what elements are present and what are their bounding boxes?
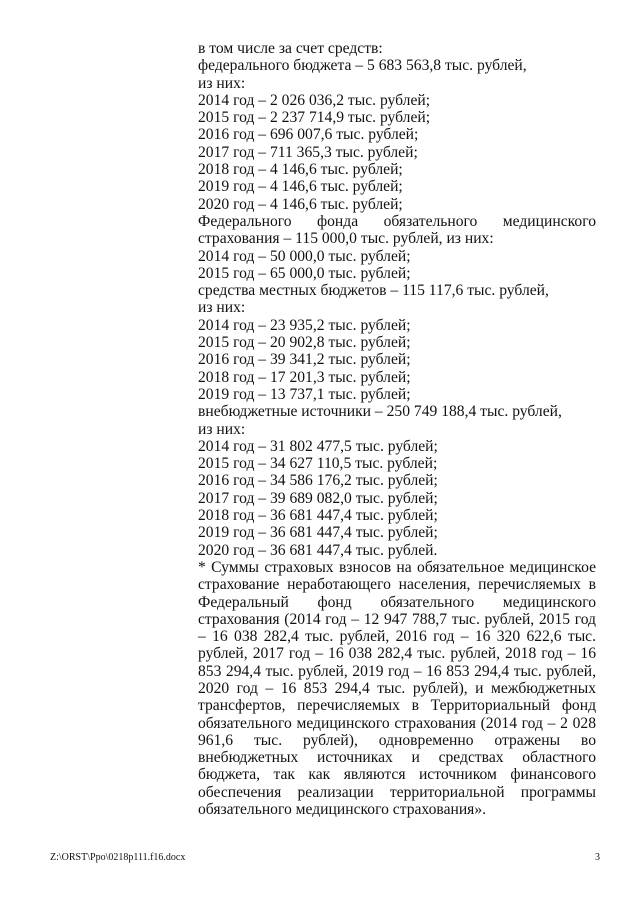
text-line: 2017 год – 711 365,3 тыс. рублей; xyxy=(198,143,418,161)
text-line: 2017 год – 39 689 082,0 тыс. рублей; xyxy=(198,489,438,507)
text-line: в том числе за счет средств: xyxy=(198,40,383,57)
text-line: 2019 год – 13 737,1 тыс. рублей; xyxy=(198,385,411,403)
text-line: 2014 год – 50 000,0 тыс. рублей; xyxy=(198,247,411,265)
text-line: средства местных бюджетов – 115 117,6 тыс. рублей, xyxy=(198,282,549,300)
text-line: 2016 год – 34 586 176,2 тыс. рублей; xyxy=(198,472,438,490)
text-line: 2016 год – 696 007,6 тыс. рублей; xyxy=(198,126,419,144)
text-line: 2018 год – 17 201,3 тыс. рублей; xyxy=(198,368,411,386)
text-line: 2014 год – 23 935,2 тыс. рублей; xyxy=(198,316,411,334)
text-line: 2020 год – 4 146,6 тыс. рублей; xyxy=(198,195,403,213)
text-line: 2014 год – 2 026 036,2 тыс. рублей; xyxy=(198,91,431,109)
page-footer xyxy=(50,852,600,863)
text-line: 2015 год – 2 237 714,9 тыс. рублей; xyxy=(198,109,431,127)
footnote-paragraph: * Суммы страховых взносов на обязательное медицинское страхование неработающего населения, перечисляемых в Федеральный фонд обязательного медицинского страхования (2014 год – 12 947 788,7 тыс. рублей, 2015 год – 16 038 282,4 тыс. рублей, 2016 год – 16 320 622,6 тыс. рублей, 2017 год – 16 038 282,4 тыс. рублей, 2018 год – 16 853 294,4 тыс. рублей, 2019 год – 16 853 294,4 тыс. рублей, 2020 год – 16 853 294,4 тыс. рублей), и межбюджетных трансфертов, перечисляемых в Территориальный фонд обязательного медицинского страхования (2014 год – 2 028 961,6 тыс. рублей), одновременно отражены во внебюджетных источниках и средствах областного бюджета, так как являются источником финансового обеспечения реализации территориальной программы обязательного медицинского страхования». xyxy=(198,558,596,819)
document-body xyxy=(198,40,596,818)
text-line: 2018 год – 4 146,6 тыс. рублей; xyxy=(198,161,403,179)
text-line: 2015 год – 34 627 110,5 тыс. рублей; xyxy=(198,455,438,473)
text-line: страхования – 115 000,0 тыс. рублей, из них: xyxy=(198,230,494,248)
text-line: 2019 год – 4 146,6 тыс. рублей; xyxy=(198,178,403,196)
text-line: 2016 год – 39 341,2 тыс. рублей; xyxy=(198,351,411,369)
text-line: 2019 год – 36 681 447,4 тыс. рублей; xyxy=(198,524,438,542)
text-line: внебюджетные источники – 250 749 188,4 тыс. рублей, xyxy=(198,403,562,421)
text-line: 2015 год – 65 000,0 тыс. рублей; xyxy=(198,264,411,282)
text-line: Федерального фонда обязательного медицинского xyxy=(198,212,596,230)
text-line: 2018 год – 36 681 447,4 тыс. рублей; xyxy=(198,507,438,525)
text-line: 2020 год – 36 681 447,4 тыс. рублей. xyxy=(198,541,438,559)
text-line: из них: xyxy=(198,299,246,317)
text-line: из них: xyxy=(198,420,246,438)
text-line: федерального бюджета – 5 683 563,8 тыс. рублей, xyxy=(198,57,527,75)
text-line: 2015 год – 20 902,8 тыс. рублей; xyxy=(198,334,411,352)
file-path: Z:\ORST\Ppo\0218p111.f16.docx xyxy=(50,852,186,863)
text-line: 2014 год – 31 802 477,5 тыс. рублей; xyxy=(198,437,438,455)
text-line: из них: xyxy=(198,74,246,92)
page-number: 3 xyxy=(595,852,600,863)
